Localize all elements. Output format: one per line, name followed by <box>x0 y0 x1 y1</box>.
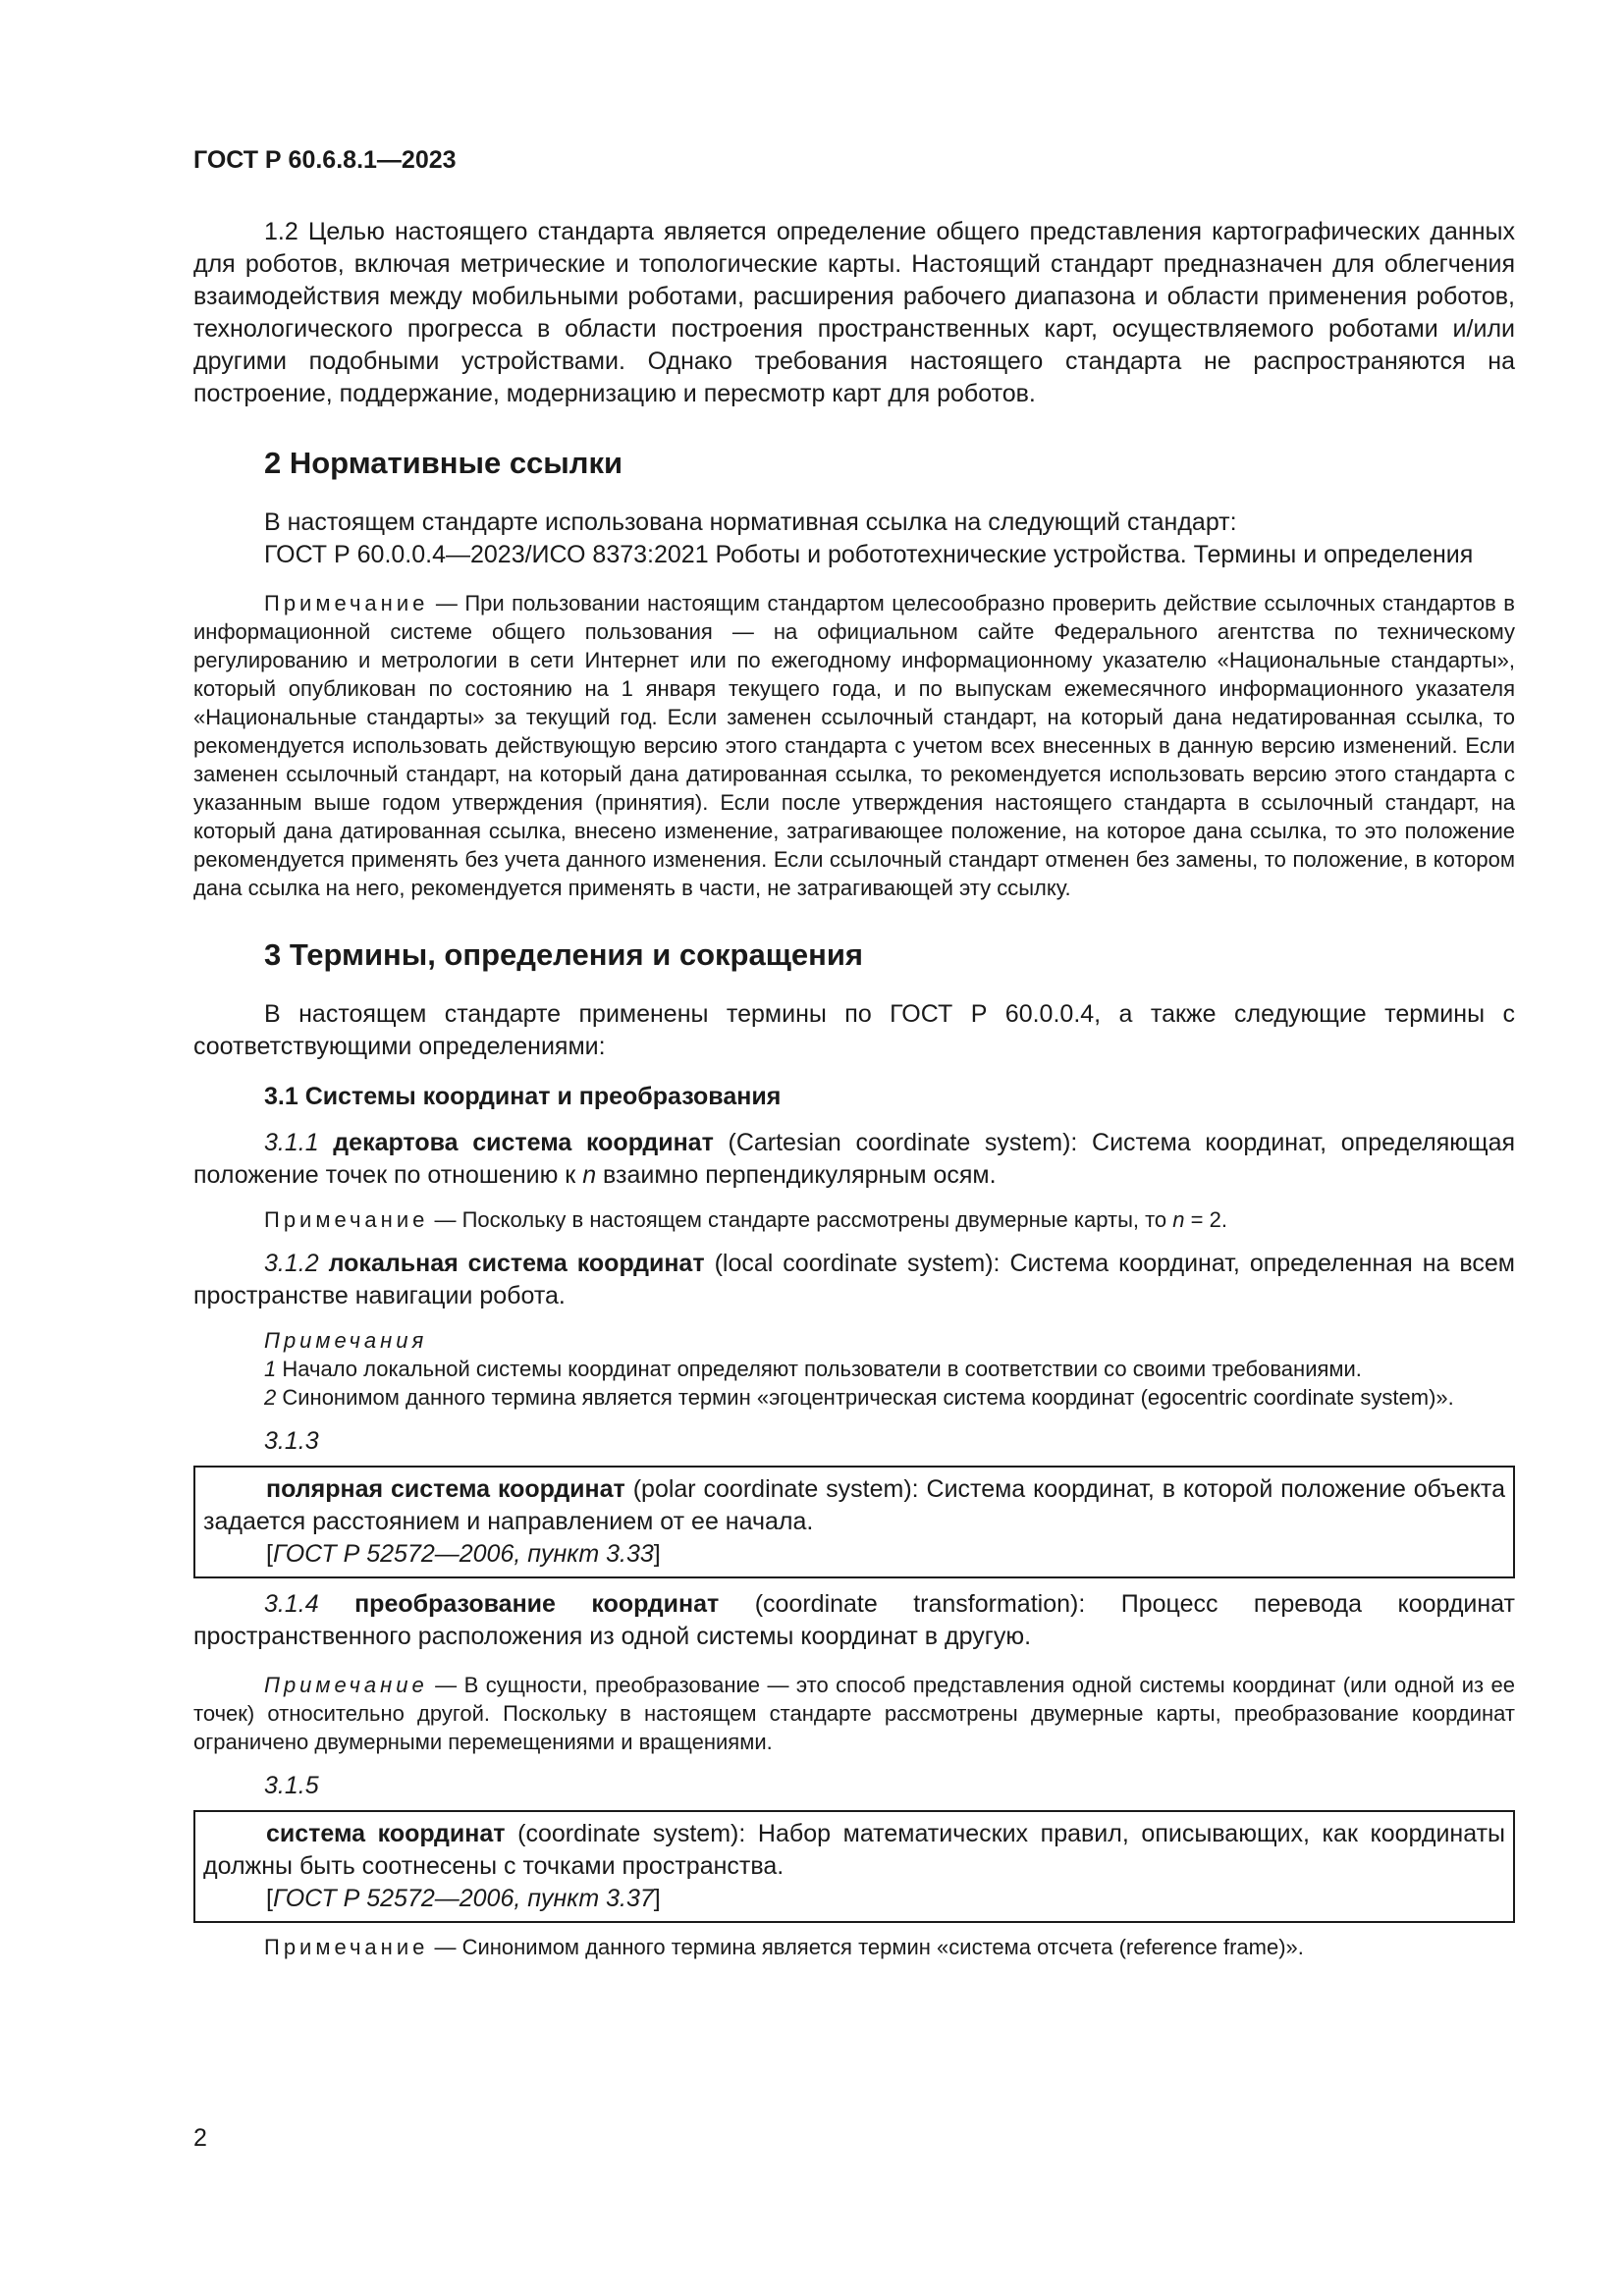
term-number: 3.1.2 <box>264 1250 319 1277</box>
term-definition: (coordinate transformation): Процесс перевода координат пространственного расположения из одной системы координат в другую. <box>193 1590 1515 1650</box>
document-page <box>193 145 1515 1961</box>
term-3-1-1-note <box>193 1205 1515 1234</box>
note-variable: n <box>1172 1207 1185 1232</box>
term-3-1-3-number: 3.1.3 <box>264 1427 319 1455</box>
term-definition: (coordinate system): Набор математических правил, описывающих, как координаты должны быть соотнесены с точками пространства. <box>203 1820 1505 1880</box>
term-name: преобразование координат <box>354 1590 720 1618</box>
note-label: Примечание <box>264 1207 429 1232</box>
term-3-1-5 <box>203 1818 1505 1883</box>
term-definition: (polar coordinate system): Система координат, в которой положение объекта задается расстоянием и направлением от ее начала. <box>203 1475 1505 1535</box>
subsection-3-1-heading: 3.1 Системы координат и преобразования <box>264 1083 782 1110</box>
term-name: декартова система координат <box>333 1129 714 1156</box>
term-3-1-2-note-1 <box>193 1355 1515 1383</box>
term-3-1-2-notes-heading: Примечания <box>264 1328 428 1353</box>
term-3-1-2-note-2 <box>193 1383 1515 1412</box>
term-number: 3.1.4 <box>264 1590 319 1618</box>
note-number: 2 <box>264 1385 277 1410</box>
term-3-1-5-box <box>193 1810 1515 1923</box>
section-2-reference: ГОСТ Р 60.0.0.4—2023/ИСО 8373:2021 Роботы и робототехнические устройства. Термины и определения <box>264 541 1474 568</box>
section-3-paragraph-1: В настоящем стандарте применены термины по ГОСТ Р 60.0.0.4, а также следующие термины с соответствующими определениями: <box>193 1000 1515 1060</box>
term-3-1-2 <box>193 1248 1515 1312</box>
note-text: — В сущности, преобразование — это способ представления одной системы координат (или одной из ее точек) относительно другой. Поскольку в настоящем стандарте рассмотрены двумерные карты, преобразование координат ограничено двумерными перемещениями и вращениями. <box>193 1673 1515 1754</box>
section-3-heading: 3 Термины, определения и сокращения <box>264 937 863 972</box>
note-number: 1 <box>264 1357 277 1381</box>
section-2-paragraph-1: В настоящем стандарте использована нормативная ссылка на следующий стандарт: <box>264 508 1237 536</box>
note-label: Примечание <box>264 1935 429 1959</box>
term-definition: (local coordinate system): Система координат, определенная на всем пространстве навигации робота. <box>193 1250 1515 1309</box>
note-label: Примечание <box>264 1673 428 1697</box>
term-3-1-5-number: 3.1.5 <box>264 1772 319 1799</box>
term-3-1-5-source: [ГОСТ Р 52572—2006, пункт 3.37] <box>266 1885 661 1912</box>
source-citation: ГОСТ Р 52572—2006, пункт 3.37 <box>272 1885 654 1912</box>
note-text: Начало локальной системы координат определяют пользователи в соответствии со своими требованиями. <box>276 1357 1362 1381</box>
term-name: локальная система координат <box>328 1250 705 1277</box>
term-number: 3.1.1 <box>264 1129 319 1156</box>
note-text: — Синонимом данного термина является термин «система отсчета (reference frame)». <box>428 1935 1304 1959</box>
term-3-1-3-source: [ГОСТ Р 52572—2006, пункт 3.33] <box>266 1540 661 1568</box>
term-3-1-3 <box>203 1473 1505 1538</box>
paragraph-1-2: 1.2 Целью настоящего стандарта является определение общего представления картографических данных для роботов, включая метрические и топологические карты. Настоящий стандарт предназначен для облегчения взаимодействия между мобильными роботами, расширения рабочего диапазона и области применения роботов, технологического прогресса в области построения пространственных карт, осуществляемого роботами и/или другими подобными устройствами. Однако требования настоящего стандарта не распространяются на построение, поддержание, модернизацию и пересмотр карт для роботов. <box>193 218 1515 407</box>
page-number: 2 <box>193 2124 207 2152</box>
note-text: — Поскольку в настоящем стандарте рассмотрены двумерные карты, то <box>428 1207 1173 1232</box>
term-name: полярная система координат <box>266 1475 625 1503</box>
note-text: Синонимом данного термина является термин «эгоцентрическая система координат (egocentric coordinate system)». <box>276 1385 1454 1410</box>
term-3-1-4-note <box>193 1671 1515 1756</box>
section-2-note <box>193 589 1515 902</box>
term-variable: n <box>582 1161 597 1189</box>
note-label: Примечание <box>264 591 429 615</box>
term-3-1-5-note <box>193 1933 1515 1961</box>
term-3-1-1 <box>193 1127 1515 1192</box>
term-name: система координат <box>266 1820 506 1847</box>
note-text: = 2. <box>1184 1207 1227 1232</box>
section-2-heading: 2 Нормативные ссылки <box>264 446 623 480</box>
document-code-header: ГОСТ Р 60.6.8.1—2023 <box>193 146 457 174</box>
term-definition-part: (Cartesian coordinate system): Система координат, определяющая положение точек по отношению к <box>193 1129 1516 1189</box>
term-3-1-3-box <box>193 1466 1515 1578</box>
term-3-1-4 <box>193 1588 1515 1653</box>
note-text: — При пользовании настоящим стандартом целесообразно проверить действие ссылочных стандартов в информационной системе общего пользования — на официальном сайте Федерального агентства по техническому регулированию и метрологии в сети Интернет или по ежегодному информационному указателю «Национальные стандарты», который опубликован по состоянию на 1 января текущего года, и по выпускам ежемесячного информационного указателя «Национальные стандарты» за текущий год. Если заменен ссылочный стандарт, на который дана недатированная ссылка, то рекомендуется использовать действующую версию этого стандарта с учетом всех внесенных в данную версию изменений. Если заменен ссылочный стандарт, на который дана датированная ссылка, то рекомендуется использовать версию этого стандарта с указанным выше годом утверждения (принятия). Если после утверждения настоящего стандарта в ссылочный стандарт, на который дана датированная ссылка, внесено изменение, затрагивающее положение, на которое дана ссылка, то это положение рекомендуется применять без учета данного изменения. Если ссылочный стандарт отменен без замены, то положение, в котором дана ссылка на него, рекомендуется применять в части, не затрагивающей эту ссылку. <box>193 591 1515 900</box>
source-citation: ГОСТ Р 52572—2006, пункт 3.33 <box>272 1540 654 1568</box>
term-definition-part: взаимно перпендикулярным осям. <box>596 1161 997 1189</box>
